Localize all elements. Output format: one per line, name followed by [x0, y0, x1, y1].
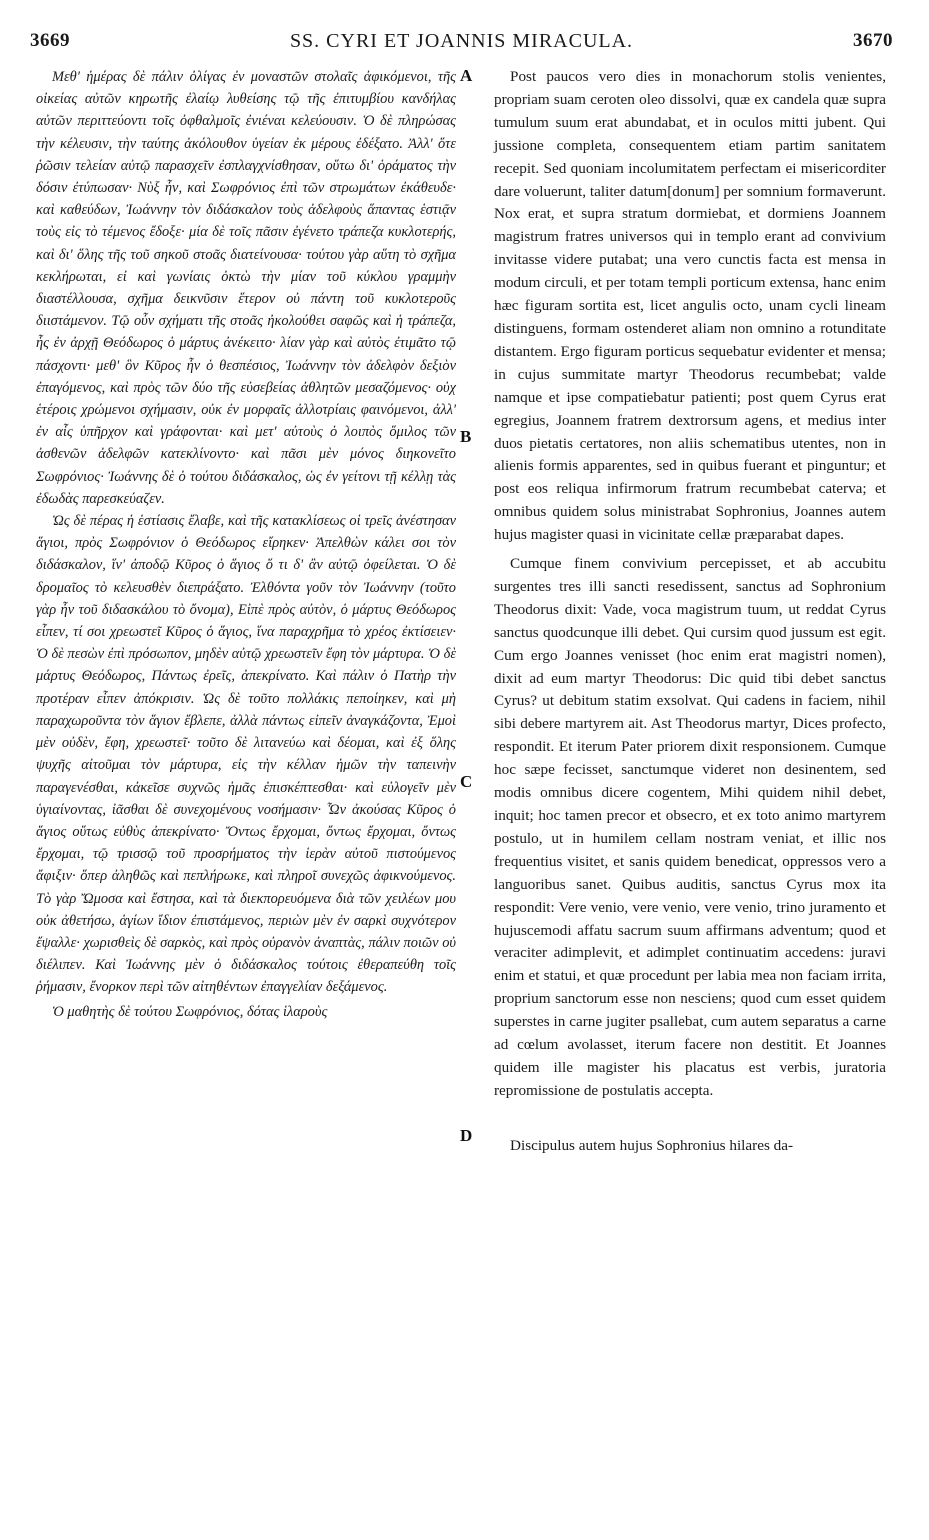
running-header	[30, 30, 893, 58]
latin-paragraph-3: Discipulus autem hujus Sophronius hilares da-	[510, 1136, 794, 1154]
page-number-left: 3669	[30, 30, 70, 51]
latin-paragraph-2: Cumque finem convivium percepisset, et ab accubitu surgentes tres illi sancti resedissent, sanctus ad Sophronium Theodorus dixit: Vade, voca magistrum tuum, ut reddat Cyrus sanctus quodcunque illi debet. Qui cursim quod jussum est egit. Cum ergo Joannes venisset (hoc enim erat magistri nomen), dixit ad eum martyr Theodorus: Dic quid tibi debet sanctus Cyrus? ut debitum statim exsolvat. Qui cadens in faciem, nihil sibi debere martyrem ait. Ast Theodorus martyr, Dices profecto, respondit. Et iterum Pater priorem dixit responsionem. Cumque hoc sæpe fecisset, sanctumque videret non desinentem, sed modis omnibus dicere cogentem, Mihi quidem nihil debet, inquit; hoc tamen precor et obsecro, et ex toto animo martyrem postulo, ut in humilem cellam nostram veniat, et illic nos frequentius visitet, et sanis quidem benedicat, oppressos vero a languoribus sanet. Quibus auditis, sanctus Cyrus mox ita respondit: Vere venio, vere venio, vere venio, trino juramento et hujuscemodi affatu sacrum suum affirmans adventum; quod et veraciter adimplevit, et adimplet continuatim accedens: juravi enim et statui, et quæ procedunt per labia mea non faciam irrita, proprium sanctorum esse non nesciens; quod cum esset quidem superstes in carne jugiter psallebat, cum autem separatus a carne ad cœlum avolasset, iterum facere non destitit. Et Joannes quidem ille magister his placatus est verbis, juratoria repromissione de postulatis accepta.	[494, 555, 886, 1099]
margin-marker-a: A	[460, 66, 473, 85]
greek-column	[36, 66, 456, 1023]
latin-paragraph-1: Post paucos vero dies in monachorum stolis venientes, propriam suam ceroten oleo dissolvi, quæ ex candela quæ supra tumulum suum erat abundabat, et in oculos mitti jubent. Qui jussione completa, consequentem etiam partim sanitatem recepit. Sed quoniam incolumitatem perfectam ei misericorditer dare voluerunt, taliter datum[donum] per somnium formaverunt. Nox erat, et supra stratum dormiebat, et dormiens Joannem magistrum fratres universos qui in templo erant ad convivium invitasse videre putabat; una vero cunctis facta est mensa in modum circuli, et per totam templi porticum extensa, hanc enim hæc figuram sortita est, licet angulis octo, unam cycli lineam distinguens, formam ostenderet aliam non omnino a rotunditate distantem. Ergo figuram porticus sequebatur evidenter et mensa; in cujus summitate martyr Theodorus recumbebat; valde namque et ipse compatiebatur patienti; post quem Cyrus erat egregius, Joannem fratrem dextrorsum agens, et medius inter duos pietatis certatores, non aliis schematibus utentes, non in alienis formis apparentes, sed in quibus fuerant et pinguntur; et post eos reliqua infirmorum fratrum recumbebat caterva; et omnibus quidem solus ministrabat Sophronius, Joannes autem hujus magister quasi in vicinitate cellæ præparabat dapes.	[494, 68, 886, 544]
running-title: SS. CYRI ET JOANNIS MIRACULA.	[289, 30, 634, 52]
greek-paragraph-3: Ὁ μαθητὴς δὲ τούτου Σωφρόνιος, δότας ἱλαροὺς	[52, 1003, 328, 1020]
greek-paragraph-1: Μεθ' ἡμέρας δὲ πάλιν ὀλίγας ἐν μοναστῶν στολαῖς ἀφικόμενοι, τῆς οἰκείας αὐτῶν κηρωτῆς ἐλαίῳ λυθείσης τῷ τῆς ἐπιτυμβίου κανδήλας αὐτῶν περιττεύοντι τοῖς ὀφθαλμοῖς ἐνιέναι κελεύουσιν. Ὁ δὲ πληρώσας τὴν κέλευσιν, τὴν ταύτης ἀκόλουθον ὑγείαν ἐκ μέρους ἐδέξατο. Ἀλλ' ὅτε ῥῶσιν τελείαν αὐτῷ παρασχεῖν ἐσπλαγχνίσθησαν, οὕτω δι' ὁράματος τὴν δόσιν ἐτύπωσαν· Νὺξ ἦν, καὶ Σωφρόνιος ἐπὶ τῶν στρωμάτων ἐκάθευδε· καὶ καθεύδων, Ἰωάννην τὸν διδάσκαλον τοὺς ἀδελφοὺς ἅπαντας ἑστιᾷν τοὺς εἰς τὸ τέμενος ἔδοξε· μία δὲ τοῖς πᾶσιν ἐγένετο τράπεζα κυκλοτερής, καὶ δι' ὅλης τῆς τοῦ σηκοῦ στοᾶς διατείνουσα· τούτου γὰρ αὕτη τὸ σχῆμα κεκλήρωται, εἰ καὶ γωνίαις ὀκτὼ τὴν μίαν τοῦ κύκλου γραμμὴν διαστέλλουσα, σχῆμα δεικνῦσιν ἕτερον οὐ πάντη τοῦ κυκλοτεροῦς διιστάμενον. Τῷ οὖν σχήματι τῆς στοᾶς ἠκολούθει σαφῶς καὶ ἡ τράπεζα, ἧς ἐν ἀρχῇ Θεόδωρος ὁ μάρτυς ἀνέκειτο· λίαν γὰρ καὶ αὐτὸς ἐτιμᾶτο τῷ πάσχοντι· μεθ' ὃν Κῦρος ἦν ὁ θεσπέσιος, Ἰωάννην τὸν ἀδελφὸν δεξιὸν ἐπαγόμενος, καὶ πρὸς τῶν δύο τῆς εὐσεβείας ἀθλητῶν μεσαζόμενος· οὐχ ἑτέροις χρώμενοι σχήμασιν, οὐκ ἐν μορφαῖς ἀλλοτρίαις φαινόμενοι, ἀλλ' ἐν αἷς ὑπῆρχον καὶ γράφονται· καὶ μετ' αὐτοὺς ὁ λοιπὸς ὅμιλος τῶν ἀσθενῶν ἀδελφῶν κατεκλίνοντο· καὶ πᾶσι μὲν μόνος διηκονεῖτο Σωφρόνιος· Ἰωάννης δὲ ὁ τούτου διδάσκαλος, ὡς ἐν γείτονι τῇ κέλλῃ τὰς ἐδωδὰς παρεσκεύαζεν.	[36, 69, 456, 507]
margin-marker-b: B	[460, 427, 472, 446]
page-number-right: 3670	[853, 30, 893, 51]
latin-column	[494, 66, 886, 1158]
margin-marker-c: C	[460, 772, 473, 791]
greek-paragraph-2: Ὡς δὲ πέρας ἡ ἑστίασις ἔλαβε, καὶ τῆς κατακλίσεως οἱ τρεῖς ἀνέστησαν ἅγιοι, πρὸς Σωφρόνιον ὁ Θεόδωρος εἴρηκεν· Ἀπελθὼν κάλει σοι τὸν διδάσκαλον, ἵν' ἀποδῷ Κῦρος ὁ ἅγιος ὅ τι δ' ἂν αὐτῷ ὀφείλεται. Ὁ δὲ δρομαῖος τὸ κελευσθὲν διεπράξατο. Ἐλθόντα γοῦν τὸν Ἰωάννην (τοῦτο γὰρ ἦν τοῦ διδασκάλου τὸ ὄνομα), Εἰπὲ πρὸς αὐτὸν, ὁ μάρτυς Θεόδωρος εἶπεν, τί σοι χρεωστεῖ Κῦρος ὁ ἅγιος, ἵνα παραχρῆμα τὸ χρέος ἐκτίσειεν· Ὁ δὲ πεσὼν ἐπὶ πρόσωπον, μηδὲν αὐτῷ χρεωστεῖν ἔφη τὸν μάρτυρα. Ὁ δὲ μάρτυς Θεόδωρος, Πάντως ἐρεῖς, ἀπεκρίνατο. Καὶ πάλιν ὁ Πατὴρ τὴν προτέραν εἶπεν ἀπόκρισιν. Ὡς δὲ τοῦτο πολλάκις πεποίηκεν, καὶ μὴ παραχωροῦντα τὸν ἅγιον ἔβλεπε, ἀλλὰ πάντως εἰπεῖν ἀναγκάζοντα, Ἐμοὶ μὲν οὐδὲν, ἔφη, χρεωστεῖ· τοῦτο δὲ λιτανεύω καὶ δέομαι, καὶ ἐξ ὅλης ψυχῆς αἰτοῦμαι τὸν μάρτυρα, εἰς τὴν κέλλαν ἡμῶν τὴν ταπεινὴν παραγενέσθαι, κἀκεῖσε συχνῶς ἡμᾶς ἐπισκέπτεσθαι· καὶ εὐλογεῖν μὲν ὑγιαίνοντας, ἰᾶσθαι δὲ συνεχομένους νοσήμασιν· Ὧν ἀκούσας Κῦρος ὁ ἅγιος οὕτως εὐθὺς ἀπεκρίνατο· Ὄντως ἔρχομαι, ὄντως ἔρχομαι, ὄντως ἔρχομαι, τῷ τρισσῷ τοῦ προσρήματος τὴν ἱερὰν αὐτοῦ πιστούμενος ἄφιξιν· ὅπερ ἀληθῶς καὶ πεπλήρωκε, καὶ πληροῖ συνεχῶς ἀφικνούμενος. Τὸ γὰρ Ὤμοσα καὶ ἔστησα, καὶ τὰ διεκπορευόμενα διὰ τῶν χειλέων μου οὐκ ἀθετήσω, ἁγίων ἴδιον ἐπιστάμενος, περιὼν μὲν ἐν σαρκὶ συχνότερον ἔψαλλε· χωρισθεὶς δὲ σαρκὸς, καὶ πρὸς οὐρανὸν ἀναπτὰς, πάλιν ποιῶν οὐ διέλιπεν. Καὶ Ἰωάννης μὲν ὁ διδάσκαλος τούτοις ἐθεραπεύθη τοῖς ῥήμασιν, ἔνορκον περὶ τῶν αἰτηθέντων ἐπαγγελίαν δεξάμενος.	[36, 513, 456, 996]
margin-marker-d: D	[460, 1126, 473, 1145]
